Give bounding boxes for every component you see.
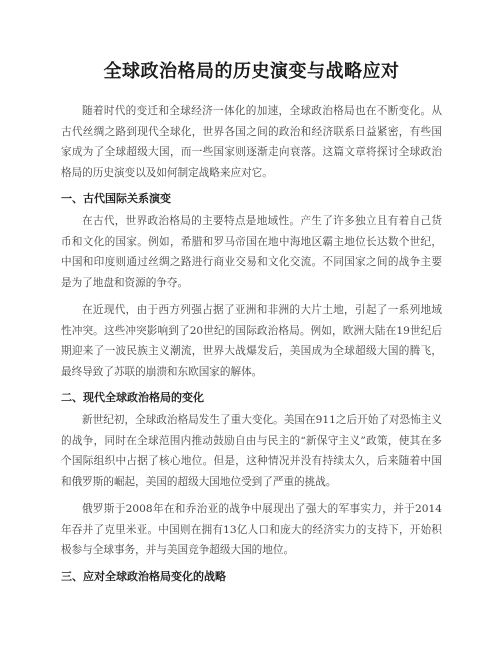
- section-2-paragraph-2: 俄罗斯于2008年在和乔治亚的战争中展现出了强大的军事实力，并于2014年吞并了克里米亚。中国则在拥有13亿人口和庞大的经济实力的支持下，开始积极参与全球事务，并与美国竞争超级大国的地位。: [61, 503, 442, 556]
- section-heading-strategy: 三、应对全球政治格局变化的战略: [61, 569, 226, 583]
- document-title: 全球政治格局的历史演变与战略应对: [103, 61, 400, 82]
- section-heading-modern-changes: 二、现代全球政治格局的变化: [61, 391, 204, 404]
- section-heading-ancient-relations: 一、古代国际关系演变: [61, 192, 171, 205]
- intro-paragraph: 随着时代的变迁和全球经济一体化的加速，全球政治格局也在不断变化。从古代丝绸之路到现代全球化，世界各国之间的政治和经济联系日益紧密，有些国家成为了全球超级大国，而一些国家则逐渐走向衰落。这篇文章将探讨全球政治格局的历史演变以及如何制定战略来应对它。: [61, 105, 442, 179]
- section-1-paragraph-1: 在古代，世界政治格局的主要特点是地域性。产生了许多独立且有着自己货币和文化的国家。例如，希腊和罗马帝国在地中海地区霸主地位长达数个世纪，中国和印度则通过丝绸之路进行商业交易和文化交流。不同国家之间的战争主要是为了地盘和资源的争夺。: [61, 215, 442, 289]
- section-2-paragraph-1: 新世纪初，全球政治格局发生了重大变化。美国在911之后开始了对恐怖主义的战争，同时在全球范围内推动鼓励自由与民主的“新保守主义”政策，使其在多个国际组织中占据了核心地位。但是，这种情况并没有持续太久，后来随着中国和俄罗斯的崛起，美国的超级大国地位受到了严重的挑战。: [61, 414, 442, 488]
- section-1-paragraph-2: 在近现代，由于西方列强占据了亚洲和非洲的大片土地，引起了一系列地域性冲突。这些冲突影响到了20世纪的国际政治格局。例如，欧洲大陆在19世纪后期迎来了一波民族主义潮流，世界大战爆发后，美国成为全球超级大国的腾飞，最终导致了苏联的崩溃和东欧国家的解体。: [61, 304, 442, 378]
